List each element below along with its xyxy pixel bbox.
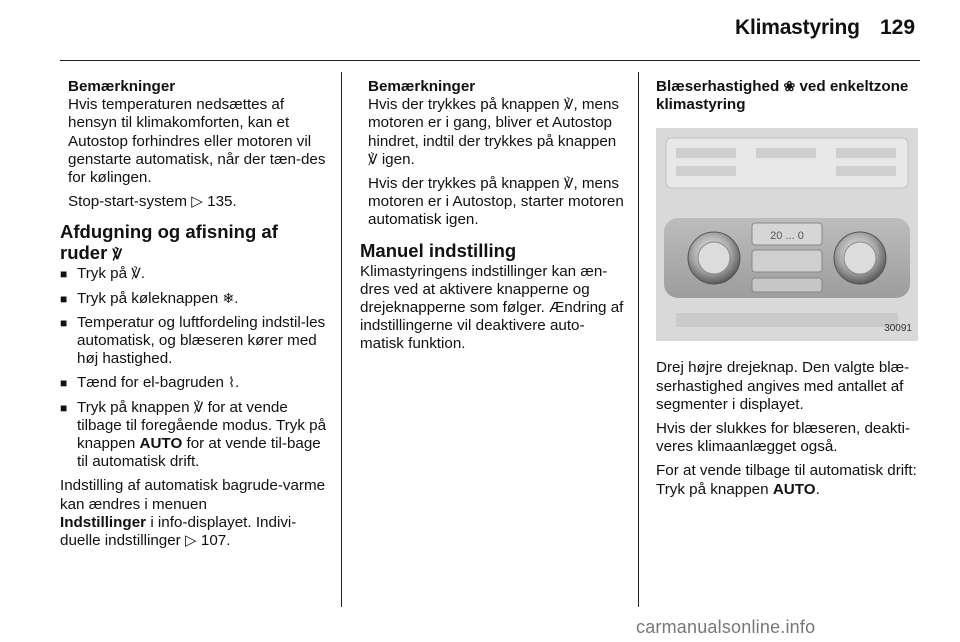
body-paragraph: For at vende tilbage til automatisk drift: Tryk på knappen AUTO. <box>656 462 917 498</box>
subheading: Blæserhastighed ❀ ved enkeltzone klimastyring <box>656 78 909 114</box>
list-item: ■ Tryk på knappen ℣ for at vende tilbage til foregående modus. Tryk på knappen AUTO for at vende til-bage til automatisk drift. <box>60 398 327 471</box>
column-2 <box>360 78 626 360</box>
list-item: ■ Temperatur og luftfordeling indstil-les automatisk, og blæseren kører med høj hastighed. <box>60 313 326 368</box>
watermark-credit: carmanualsonline.info <box>636 617 816 637</box>
photo-caption: 30091 <box>884 323 912 335</box>
note-title: Bemærkninger <box>368 78 476 95</box>
note-text: Hvis der trykkes på knappen ℣, mens motoren er i gang, bliver et Autostop hindret, indtil der trykkes på knappen ℣ igen. <box>368 96 620 168</box>
section-heading: Manuel indstilling <box>360 239 517 261</box>
note-text: Hvis temperaturen nedsættes af hensyn til klimakomforten, kan et Autostop forhindres eller motoren vil genstarte automatisk, når der tæn-des for kølingen. <box>68 96 326 187</box>
page-ref-arrow-icon: ▷ <box>191 193 203 211</box>
panel-illustration <box>656 128 918 341</box>
display-readout: 20 ... 0 <box>770 230 804 243</box>
bullet-icon: ■ <box>60 267 68 282</box>
windshield-icon: ℣ <box>131 265 141 282</box>
bullet-icon: ■ <box>60 400 68 415</box>
bullet-icon: ■ <box>60 291 68 306</box>
column-3 <box>656 78 920 505</box>
list-item: ■ Tryk på køleknappen ❄. <box>60 289 239 307</box>
page-title: Klimastyring <box>735 16 860 39</box>
windshield-icon: ℣ <box>563 175 574 192</box>
column-divider-2 <box>638 72 639 607</box>
windshield-icon: ℣ <box>193 398 204 415</box>
column-divider-1 <box>341 72 342 607</box>
note-box <box>60 78 328 211</box>
windshield-icon: ℣ <box>563 96 574 113</box>
body-paragraph: Hvis der slukkes for blæseren, deakti-veres klimaanlægget også. <box>656 420 911 456</box>
body-paragraph: Klimastyringens indstillinger kan æn-dres ved at aktivere knapperne og drejeknapperne som følger. Ændring af indstillingerne vil deaktivere auto-matisk funktion. <box>360 262 624 353</box>
page-number: 129 <box>880 16 916 39</box>
ref-page: 135. <box>207 193 237 211</box>
header-divider <box>60 60 920 61</box>
cross-reference <box>68 193 328 211</box>
body-paragraph: Drej højre drejeknap. Den valgte blæ-serhastighed angives med antallet af segmenter i displayet. <box>656 359 910 413</box>
note-paragraph: Hvis der trykkes på knappen ℣, mens motoren er i Autostop, starter motoren automatisk igen. <box>368 175 624 229</box>
page-ref-arrow-icon: ▷ <box>184 532 197 550</box>
section-heading: Afdugning og afisning af ruder ℣ <box>60 221 278 264</box>
rear-window-icon: ⌇ <box>228 374 235 391</box>
windshield-icon: ℣ <box>112 246 123 263</box>
fan-icon: ❀ <box>783 78 796 94</box>
list-item: ■ Tænd for el-bagruden ⌇. <box>60 374 240 392</box>
ref-text: Stop-start-system <box>68 193 187 211</box>
column-1 <box>60 78 328 556</box>
snowflake-icon: ❄ <box>222 289 235 306</box>
bullet-icon: ■ <box>60 315 68 330</box>
bullet-list <box>60 265 328 471</box>
windshield-icon: ℣ <box>368 150 378 167</box>
bullet-icon: ■ <box>60 376 68 391</box>
body-paragraph: Indstilling af automatisk bagrude-varme kan ændres i menuen Indstillinger i info-displayet. Indivi-duelle indstillinger ▷ 107. <box>60 477 326 550</box>
climate-control-panel-photo <box>656 128 918 341</box>
note-title: Bemærkninger <box>68 78 176 95</box>
list-item: ■ Tryk på ℣. <box>60 265 146 283</box>
note-box <box>360 78 626 230</box>
